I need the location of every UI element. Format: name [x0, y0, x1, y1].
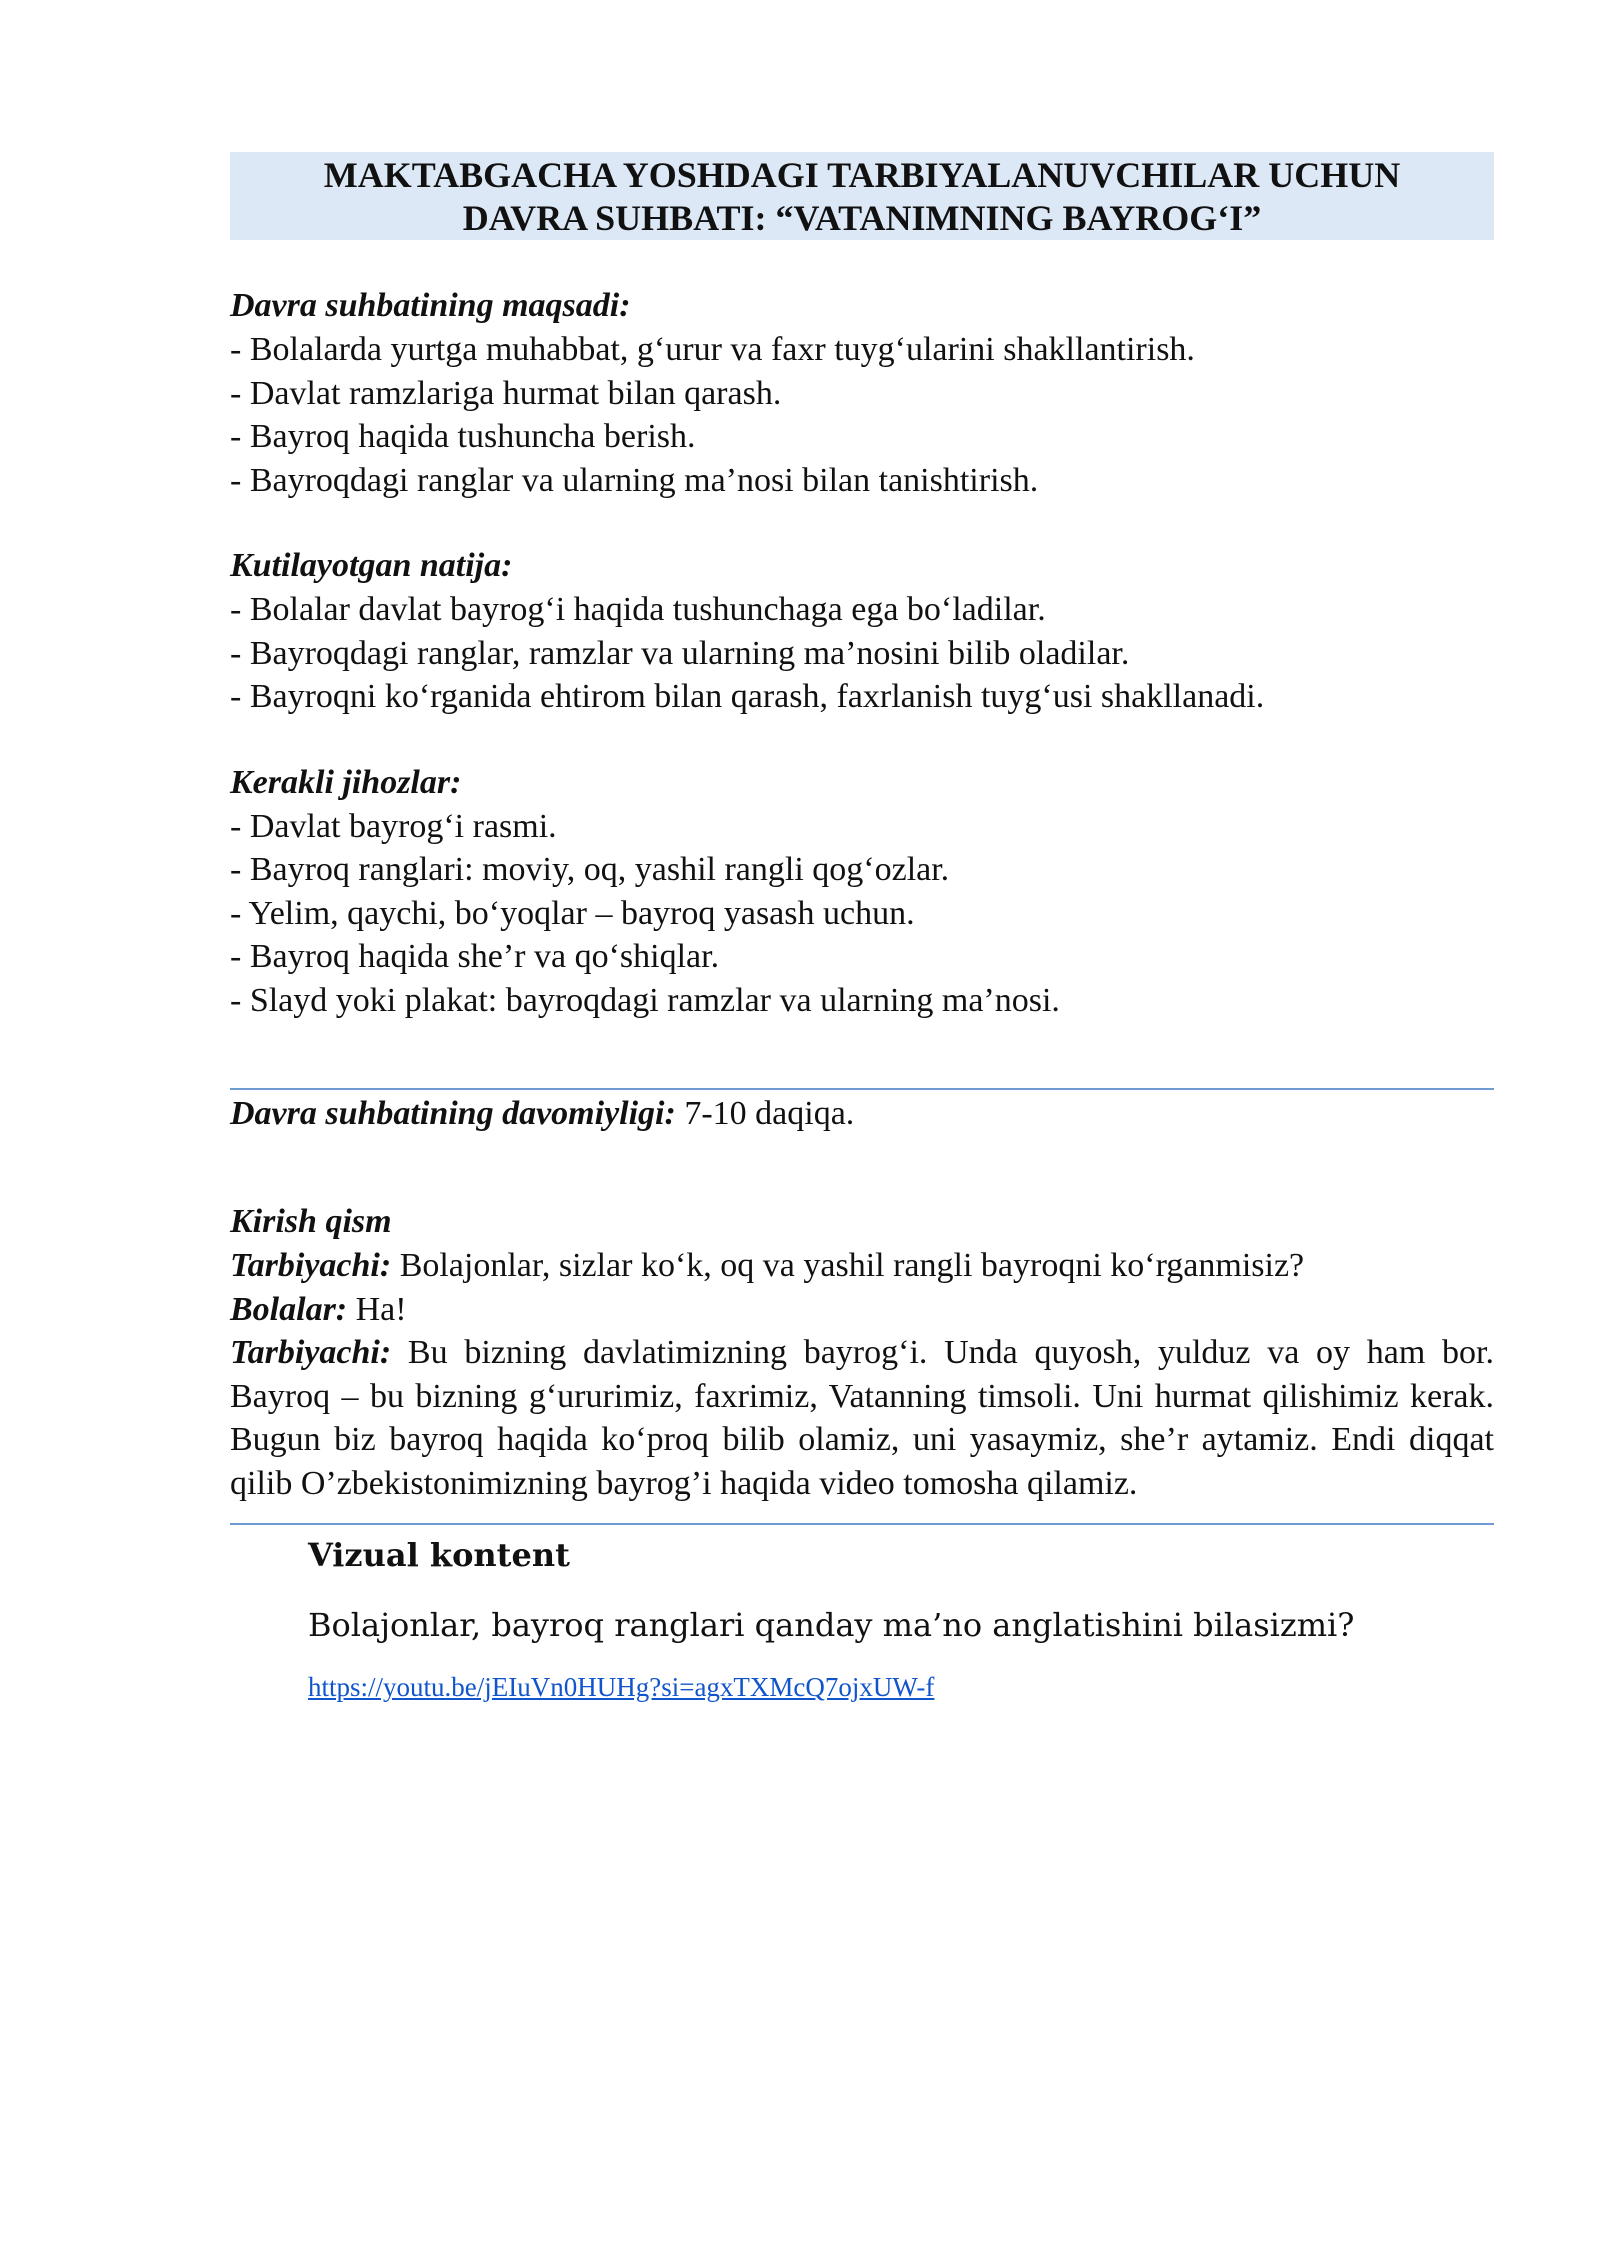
document-title: [230, 152, 1494, 240]
visual-content-question: Bolajonlar, bayroq ranglari qanday ma’no anglatishini bilasizmi?: [308, 1606, 1355, 1644]
dialogue-line: [230, 1331, 1494, 1505]
results-section: [230, 544, 1494, 719]
goals-heading: Davra suhbatining maqsadi:: [230, 287, 631, 324]
dialogue-text: Bolajonlar, sizlar ko‘k, oq va yashil rangli bayroqni ko‘rganmisiz?: [391, 1247, 1305, 1284]
speaker-label: Tarbiyachi:: [230, 1247, 392, 1284]
materials-section: [230, 761, 1494, 1023]
dialogue-text: Bu bizning davlatimizning bayrog‘i. Unda quyosh, yulduz va oy ham bor. Bayroq – bu bizning g‘ururimiz, faxrimiz, Vatanning timsoli. Uni hurmat qilishimiz kerak. Bugun biz bayroq haqida ko‘proq bilib olamiz, uni yasaymiz, she’r aytamiz. Endi diqqat qilib O’zbekistonimizning bayrog’i haqida video tomosha qilamiz.: [230, 1334, 1494, 1502]
speaker-label: Tarbiyachi:: [230, 1334, 392, 1371]
goals-item: - Bolalarda yurtga muhabbat, g‘urur va faxr tuyg‘ularini shakllantirish.: [230, 331, 1195, 368]
video-link[interactable]: https://youtu.be/jEIuVn0HUHg?si=agxTXMcQ7ojxUW-f: [308, 1672, 935, 1702]
goals-item: - Bayroq haqida tushuncha berish.: [230, 418, 696, 455]
materials-item: - Bayroq haqida she’r va qo‘shiqlar.: [230, 938, 720, 975]
visual-content-heading: Vizual kontent: [308, 1536, 570, 1574]
horizontal-divider: [230, 1523, 1494, 1525]
dialogue-text: Ha!: [347, 1290, 407, 1328]
materials-item: - Davlat bayrog‘i rasmi.: [230, 807, 557, 845]
intro-heading: Kirish qism: [230, 1203, 392, 1240]
duration-line: [230, 1092, 1494, 1136]
dialogue-line: [230, 1288, 1494, 1332]
results-item: - Bayroqdagi ranglar, ramzlar va ularning ma’nosini bilib oladilar.: [230, 634, 1130, 672]
results-item: - Bolalar davlat bayrog‘i haqida tushunchaga ega bo‘ladilar.: [230, 591, 1046, 628]
visual-content-section: [308, 1533, 1494, 1705]
goals-item: - Davlat ramzlariga hurmat bilan qarash.: [230, 374, 782, 412]
materials-heading: Kerakli jihozlar:: [230, 763, 462, 801]
goals-section: [230, 284, 1494, 502]
results-heading: Kutilayotgan natija:: [230, 547, 513, 584]
dialogue-line: [230, 1244, 1494, 1288]
goals-item: - Bayroqdagi ranglar va ularning ma’nosi bilan tanishtirish.: [230, 461, 1039, 499]
materials-item: - Bayroq ranglari: moviy, oq, yashil rangli qog‘ozlar.: [230, 851, 950, 888]
materials-item: - Slayd yoki plakat: bayroqdagi ramzlar va ularning ma’nosi.: [230, 981, 1060, 1019]
materials-item: - Yelim, qaychi, bo‘yoqlar – bayroq yasash uchun.: [230, 894, 915, 932]
duration-label: Davra suhbatining davomiyligi:: [230, 1095, 676, 1132]
title-line-2: DAVRA SUHBATI: “VATANIMNING BAYROG‘I”: [462, 198, 1262, 238]
horizontal-divider: [230, 1088, 1494, 1090]
results-item: - Bayroqni ko‘rganida ehtirom bilan qarash, faxrlanish tuyg‘usi shakllanadi.: [230, 678, 1265, 715]
speaker-label: Bolalar:: [230, 1290, 348, 1328]
title-line-1: MAKTABGACHA YOSHDAGI TARBIYALANUVCHILAR UCHUN: [323, 155, 1401, 195]
document-page: [230, 152, 1494, 1705]
duration-value: 7-10 daqiqa.: [675, 1095, 855, 1132]
